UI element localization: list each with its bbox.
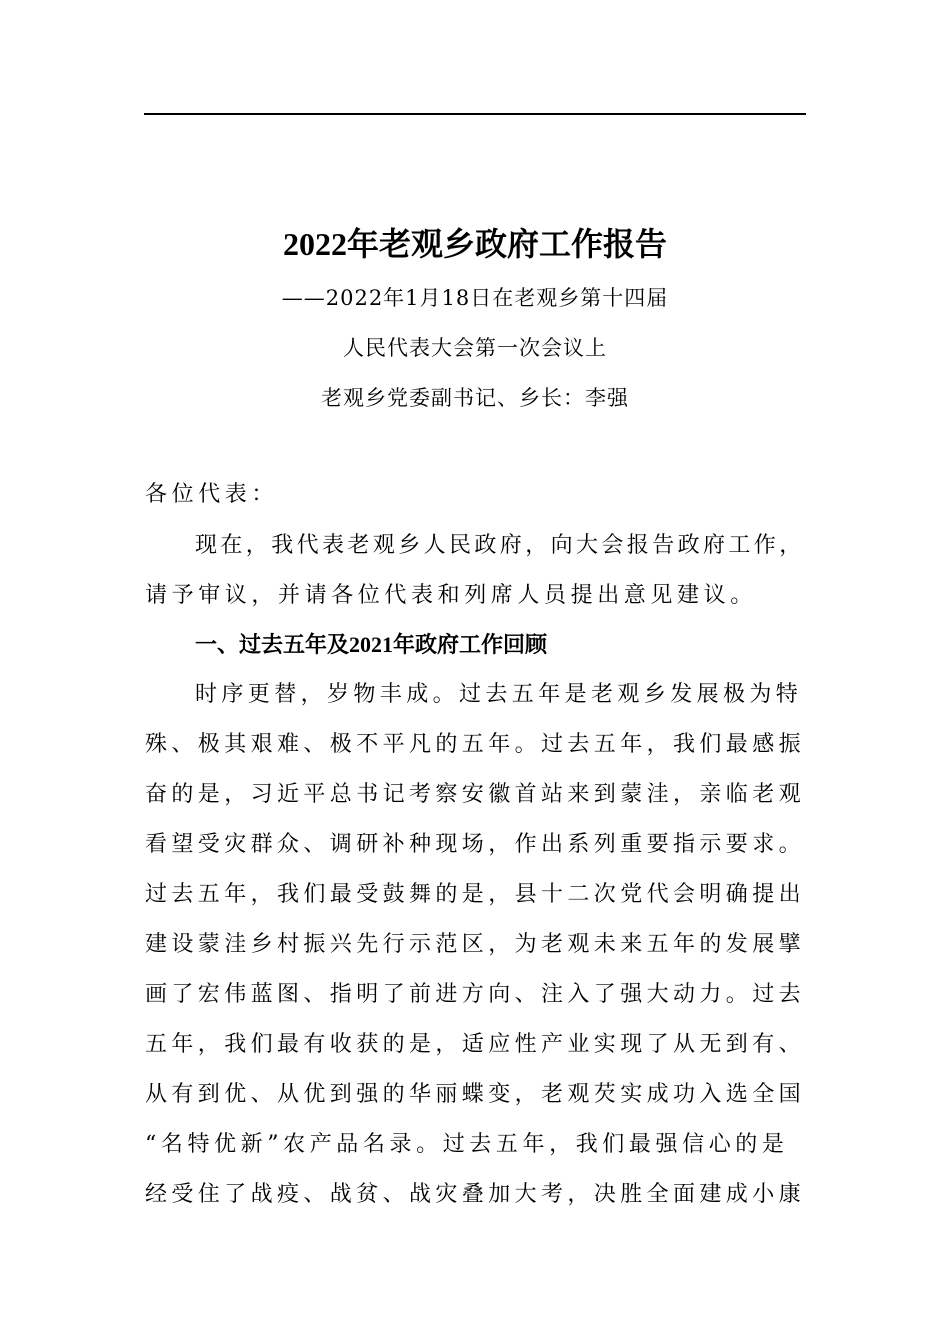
intro-line: 现在，我代表老观乡人民政府，向大会报告政府工作，: [195, 533, 805, 558]
salutation: 各位代表：: [145, 482, 279, 507]
subtitle-date-line: ——2022年1月18日在老观乡第十四届: [281, 286, 669, 310]
body-line: 从有到优、从优到强的华丽蝶变，老观芡实成功入选全国: [145, 1082, 806, 1107]
body-line: 殊、极其艰难、极不平凡的五年。过去五年，我们最感振: [145, 732, 806, 757]
subtitle-meeting-line: 人民代表大会第一次会议上: [343, 336, 607, 360]
intro-line: 请予审议，并请各位代表和列席人员提出意见建议。: [145, 583, 757, 608]
body-line: 建设蒙洼乡村振兴先行示范区，为老观未来五年的发展擘: [145, 932, 806, 957]
body-line: 画了宏伟蓝图、指明了前进方向、注入了强大动力。过去: [145, 982, 806, 1007]
body-line: 过去五年，我们最受鼓舞的是，县十二次党代会明确提出: [145, 882, 806, 907]
body-line: 时序更替，岁物丰成。过去五年是老观乡发展极为特: [195, 682, 803, 707]
body-line: “名特优新”农产品名录。过去五年，我们最强信心的是: [145, 1132, 789, 1157]
body-line: 五年，我们最有收获的是，适应性产业实现了从无到有、: [145, 1032, 806, 1057]
body-line: 看望受灾群众、调研补种现场，作出系列重要指示要求。: [145, 832, 806, 857]
section-heading: 一、过去五年及2021年政府工作回顾: [195, 632, 548, 657]
body-line: 经受住了战疫、战贫、战灾叠加大考，决胜全面建成小康: [145, 1182, 806, 1207]
document-title: 2022年老观乡政府工作报告: [282, 226, 667, 262]
header-rule: [144, 113, 806, 115]
body-line: 奋的是，习近平总书记考察安徽首站来到蒙洼，亲临老观: [145, 782, 806, 807]
subtitle-speaker-line: 老观乡党委副书记、乡长：李强: [321, 386, 629, 410]
